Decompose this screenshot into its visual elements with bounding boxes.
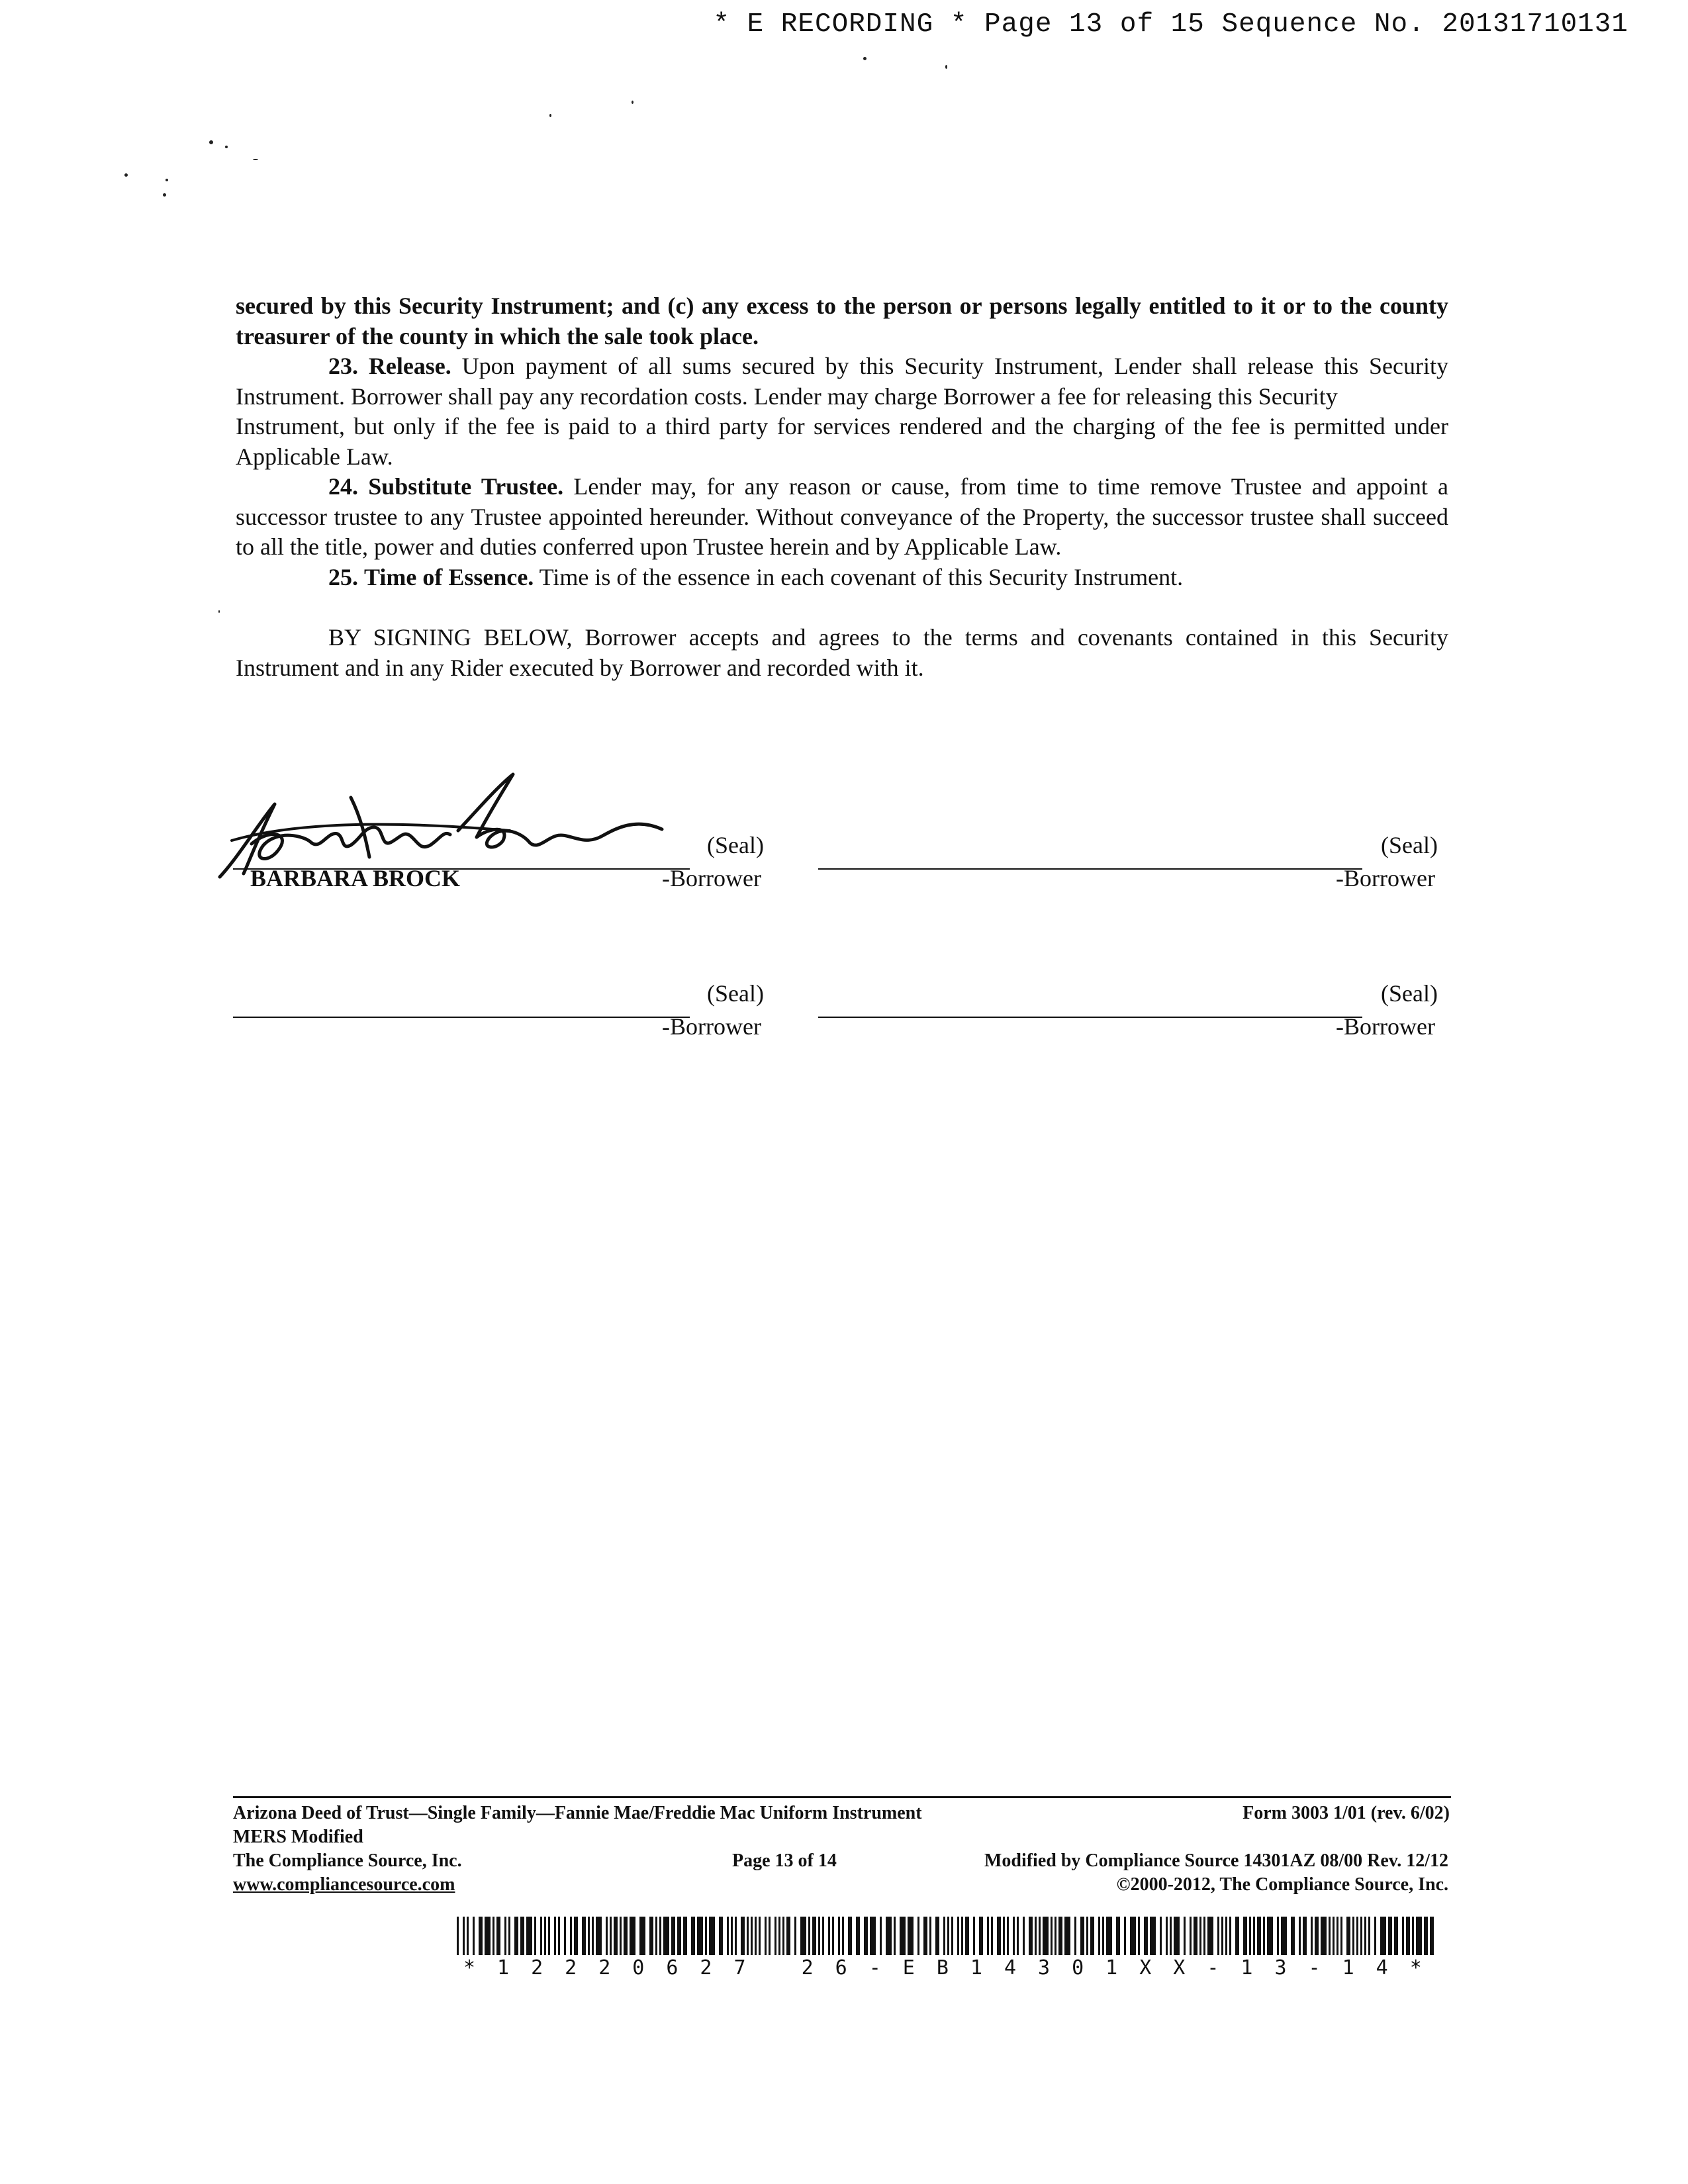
paragraph-continuation: secured by this Security Instrument; and (c) any excess to the person or persons legally entitled to it or to the county treasurer of the county in which the sale took place. bbox=[236, 293, 1448, 349]
borrower-label-2: -Borrower bbox=[1336, 865, 1435, 891]
footer-company: The Compliance Source, Inc. bbox=[233, 1850, 462, 1871]
scan-speck bbox=[549, 114, 551, 117]
scan-speck bbox=[632, 101, 633, 104]
section-number: 24. bbox=[328, 473, 358, 500]
signature-line-2[interactable] bbox=[818, 868, 1362, 870]
seal-label-2: (Seal) bbox=[1381, 832, 1438, 858]
document-body bbox=[236, 291, 1448, 683]
section-heading: Time of Essence. bbox=[364, 563, 534, 590]
section-text: Time is of the essence in each covenant of this Security Instrument. bbox=[539, 563, 1184, 590]
borrower-label-4: -Borrower bbox=[1336, 1013, 1435, 1040]
seal-label-4: (Seal) bbox=[1381, 980, 1438, 1007]
section-25 bbox=[236, 563, 1448, 593]
section-24 bbox=[236, 472, 1448, 563]
footer-modified-by: Modified by Compliance Source 14301AZ 08/00 Rev. 12/12 bbox=[984, 1850, 1448, 1871]
signing-statement: BY SIGNING BELOW, Borrower accepts and agrees to the terms and covenants contained in this Security Instrument and in any Rider executed by Borrower and recorded with it. bbox=[236, 624, 1448, 681]
footer-copyright: ©2000-2012, The Compliance Source, Inc. bbox=[1116, 1874, 1448, 1895]
barcode-text: *12220627 26-EB14301XX-13-14* bbox=[463, 1956, 1444, 1979]
scan-speck bbox=[225, 146, 228, 148]
section-number: 25. bbox=[328, 563, 358, 590]
signature-line-4[interactable] bbox=[818, 1017, 1362, 1018]
signature-line-3[interactable] bbox=[233, 1017, 690, 1018]
scan-speck bbox=[163, 193, 166, 197]
footer-rule bbox=[233, 1796, 1451, 1798]
scan-speck bbox=[945, 65, 947, 69]
seal-label-3: (Seal) bbox=[707, 980, 764, 1007]
footer-form-number: Form 3003 1/01 (rev. 6/02) bbox=[1243, 1803, 1450, 1823]
borrower-label-1: -Borrower bbox=[662, 865, 761, 891]
section-heading: Release. bbox=[368, 353, 451, 379]
footer-website-link[interactable] bbox=[233, 1874, 455, 1895]
section-heading: Substitute Trustee. bbox=[368, 473, 564, 500]
scan-speck bbox=[124, 173, 128, 177]
document-barcode bbox=[457, 1917, 1436, 1955]
seal-label-1: (Seal) bbox=[707, 832, 764, 858]
scan-speck bbox=[253, 159, 258, 160]
footer-mers: MERS Modified bbox=[233, 1827, 363, 1847]
recording-header-stamp: * E RECORDING * Page 13 of 15 Sequence No. 20131710131 bbox=[713, 9, 1628, 40]
section-23 bbox=[236, 351, 1448, 412]
scan-speck bbox=[209, 140, 213, 144]
section-number: 23. bbox=[328, 353, 358, 379]
footer-page-number: Page 13 of 14 bbox=[732, 1850, 837, 1871]
scan-speck bbox=[863, 57, 867, 60]
scan-speck bbox=[165, 179, 168, 181]
section-text: Upon payment of all sums secured by this Security Instrument, Lender shall release this Security Instrument. Borrower shall pay any recordation costs. Lender may charge Borrower a fee for releasing this Security bbox=[236, 353, 1449, 410]
section-text: Lender may, for any reason or cause, from time to time remove Trustee and appoint a successor trustee to any Trustee appointed hereunder. Without conveyance of the Property, the successor trustee shall succeed to all the title, power and duties conferred upon Trustee herein and by Applicable Law. bbox=[236, 473, 1449, 560]
website-link[interactable]: www.compliancesource.com bbox=[233, 1874, 455, 1895]
signer-name-1: BARBARA BROCK bbox=[250, 865, 461, 891]
footer-form-title: Arizona Deed of Trust—Single Family—Fannie Mae/Freddie Mac Uniform Instrument bbox=[233, 1803, 922, 1823]
scan-speck bbox=[218, 610, 220, 613]
borrower-label-3: -Borrower bbox=[662, 1013, 761, 1040]
section-23-continued: Instrument, but only if the fee is paid to a third party for services rendered and the charging of the fee is permitted under Applicable Law. bbox=[236, 413, 1448, 470]
